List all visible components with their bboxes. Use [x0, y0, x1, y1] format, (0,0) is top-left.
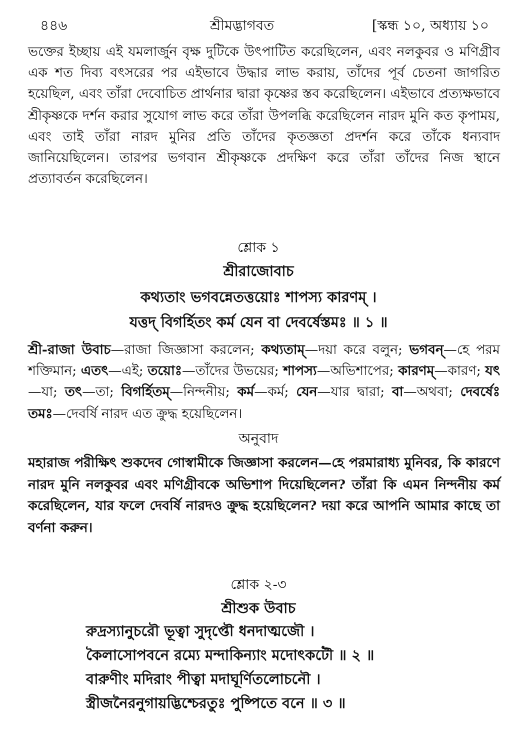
- intro-line: করেছিলেন। এইভাবে প্রত্যক্ষভাবে শ্রীকৃষ্ণকে দর্শন করার সুযোগ লাভ করে তাঁরা: [28, 87, 500, 124]
- sloka-speaker: শ্রীশুক উবাচ: [221, 600, 296, 617]
- synonym-term: কথ্যতাম্: [261, 342, 305, 358]
- intro-line: উপলব্ধি করেছিলেন নারদ মুনি কত কৃপাময়, এবং তাই তাঁরা নারদ মুনির প্রতি: [28, 108, 500, 145]
- intro-line: ভক্তের ইচ্ছায় এই যমলার্জুন বৃক্ষ দুটিকে উৎপাটিত করেছিলেন, এবং নলকুবর: [28, 45, 439, 60]
- page-number: ৪৪৬: [40, 18, 68, 34]
- synonym-term: কর্ম: [237, 384, 255, 401]
- verse-line: কৈলাসোপবনে রম্যে মন্দাকিন্যাং মদোৎকটৌ ॥ ২ ॥: [86, 647, 375, 664]
- synonym-term: যেন: [296, 384, 318, 401]
- synonym-meaning: হে পরম শক্তিমান: [28, 343, 500, 380]
- synonym-term: শ্রী-রাজা উবাচ: [28, 342, 111, 358]
- synonym-meaning: কর্ম: [267, 385, 285, 401]
- synonym-meaning: দয়া করে বলুন: [318, 343, 398, 358]
- translation-line: কি এমন নিন্দনীয় কর্ম করেছিলেন, যার ফলে দেবর্ষি নারদও ক্রুদ্ধ হয়েছিলেন?: [28, 476, 500, 515]
- verse-line: রুদ্রস্যানুচরৌ ভূত্বা সুদৃপ্তৌ ধনদাত্মজৌ ।: [86, 623, 315, 640]
- synonym-meaning: রাজা জিজ্ঞাসা করলেন: [124, 343, 251, 358]
- synonym-term: বিগর্হিতম্: [121, 384, 170, 401]
- sloka-heading: শ্লোক ২-৩: [230, 577, 287, 593]
- synonym-meaning: অভিশাপের: [330, 364, 390, 380]
- translation-line: কি কারণে নারদ মুনি নলকুবর এবং মণিগ্রীবকে অভিশাপ দিয়েছিলেন? তাঁরা: [28, 455, 500, 493]
- page-header: [40, 14, 489, 34]
- synonym-meaning: অথবা: [416, 385, 449, 401]
- synonym-meaning: যা: [41, 385, 53, 401]
- sloka-heading: শ্লোক ১: [237, 240, 280, 256]
- synonym-meaning: তা: [95, 385, 110, 401]
- verse-line: যত্তদ্ বিগর্হিতং কর্ম যেন বা দেবর্ষেস্তমঃ ॥ ১ ॥: [129, 314, 388, 331]
- translation-line: মহারাজ পরীক্ষিৎ শুকদেব গোস্বামীকে জিজ্ঞাসা করলেন—হে পরমারাধ্য মুনিবর,: [28, 455, 443, 471]
- verse-line: কথ্যতাং ভগবন্নেতত্তয়োঃ শাপস্য কারণম্ ।: [140, 289, 377, 306]
- intro-paragraph: [28, 42, 500, 190]
- verse-line: বারুণীং মদিরাং পীত্বা মদাঘূর্ণিতলোচনৌ ।: [86, 671, 321, 688]
- sloka-speaker: শ্রীরাজোবাচ: [223, 263, 294, 280]
- synonym-term: শাপস্য: [283, 363, 317, 380]
- synonym-meaning: এই: [121, 364, 139, 380]
- synonym-meaning: তাঁদের উভয়ের: [195, 364, 275, 380]
- synonym-term: ভগবন্: [409, 342, 444, 358]
- verse-block: [86, 620, 506, 716]
- verse-line: স্ত্রীজনৈরনুগায়দ্ভিশ্চেরতুঃ পুষ্পিতে বনে ॥ ৩ ॥: [86, 695, 346, 712]
- synonym-meaning: যার দ্বারা: [330, 385, 381, 401]
- synonym-meaning: কারণ: [447, 364, 477, 380]
- synonym-term: তয়োঃ: [147, 363, 182, 380]
- book-title: শ্রীমদ্ভাগবত: [210, 18, 275, 34]
- synonym-meaning: দেবর্ষি নারদ এত ক্রুদ্ধ হয়েছিলেন: [66, 406, 238, 422]
- translation-line: দয়া করে আপনি আমার কাছে তা বর্ণনা করুন।: [28, 498, 500, 536]
- synonym-term: তৎ: [64, 384, 83, 401]
- synonym-term: যৎ: [485, 363, 500, 380]
- intro-line: ও মণিগ্রীব এক শত দিব্য বৎসরের পর এইভাবে উদ্ধার লাভ করায়, তাঁদের পূর্ব: [28, 45, 500, 82]
- translation-paragraph: [28, 453, 500, 539]
- section-reference: [স্কন্ধ ১০, অধ্যায় ১০: [371, 18, 489, 34]
- synonym-meaning: নিন্দনীয়: [183, 385, 226, 401]
- synonyms-paragraph: শ্রী-রাজা উবাচ—রাজা জিজ্ঞাসা করলেন; কথ্যতাম্—দয়া করে বলুন; ভগবন্—হে পরম শক্তিমান; এতৎ—এই; তয়োঃ—তাঁদের উভয়ের; শাপস্য—অভিশাপের; কারণম্—কারণ; যৎ—যা; তৎ—তা; বিগর্হিতম্—নিন্দনীয়; কর্ম—কর্ম; যেন—যার দ্বারা; বা—অথবা; দেবর্ষেঃ তমঃ—দেবর্ষি নারদ এত ক্রুদ্ধ হয়েছিলেন।: [28, 342, 501, 422]
- synonym-term: বা: [391, 384, 404, 401]
- intro-line: তাঁদের কৃতজ্ঞতা প্রদর্শন করে তাঁকে ধন্যবাদ জানিয়েছিলেন। তারপর ভগবান: [28, 129, 500, 167]
- intro-line: শ্রীকৃষ্ণকে প্রদক্ষিণ করে তাঁরা তাঁদের নিজ স্থানে প্রত্যাবর্তন করেছিলেন।: [28, 151, 500, 188]
- synonym-term: এতৎ: [80, 363, 109, 380]
- synonym-term: কারণম্: [398, 363, 435, 380]
- synonym-term: দেবর্ষেঃ তমঃ: [28, 384, 501, 422]
- translation-heading: অনুবাদ: [238, 431, 279, 447]
- intro-line: চেতনা জাগরিত হয়েছিল, এবং তাঁরা দেবোচিত প্রার্থনার দ্বারা কৃষ্ণের স্তব: [28, 66, 500, 103]
